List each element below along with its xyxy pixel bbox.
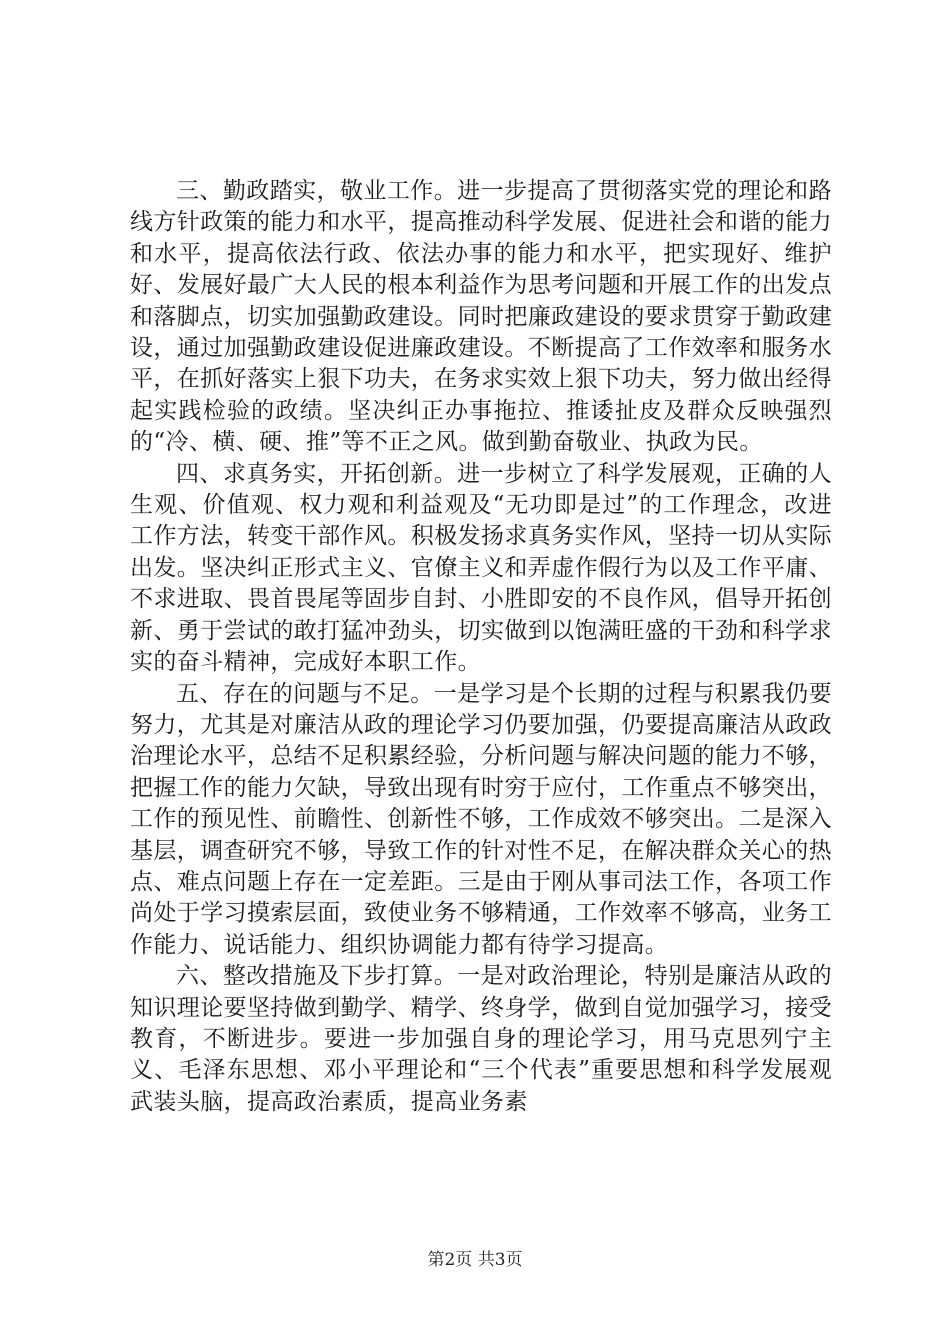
paragraph-innovation: 四、求真务实，开拓创新。进一步树立了科学发展观，正确的人生观、价值观、权力观和利益观及“无功即是过”的工作理念，改进工作方法，转变干部作风。积极发扬求真务实作风，坚持一切从实际出发。坚决纠正形式主义、官僚主义和弄虚作假行为以及工作平庸、不求进取、畏首畏尾等固步自封、小胜即安的不良作风，倡导开拓创新、勇于尝试的敢打猛冲劲头，切实做到以饱满旺盛的干劲和科学求实的奋斗精神，完成好本职工作。 bbox=[130, 460, 832, 676]
paragraph-problems: 五、存在的问题与不足。一是学习是个长期的过程与积累我仍要努力，尤其是对廉洁从政的理论学习仍要加强，仍要提高廉洁从政政治理论水平，总结不足积累经验，分析问题与解决问题的能力不够，把握工作的能力欠缺，导致出现有时穷于应付，工作重点不够突出，工作的预见性、前瞻性、创新性不够，工作成效不够突出。二是深入基层，调查研究不够，导致工作的针对性不足，在解决群众关心的热点、难点问题上存在一定差距。三是由于刚从事司法工作，各项工作尚处于学习摸索层面，致使业务不够精通，工作效率不够高，业务工作能力、说话能力、组织协调能力都有待学习提高。 bbox=[130, 680, 832, 958]
paragraph-rectification: 六、整改措施及下步打算。一是对政治理论，特别是廉洁从政的知识理论要坚持做到勤学、精学、终身学，做到自觉加强学习，接受教育，不断进步。要进一步加强自身的理论学习，用马克思列宁主义、毛泽东思想、邓小平理论和“三个代表”重要思想和科学发展观武装头脑，提高政治素质，提高业务素 bbox=[130, 963, 832, 1115]
page-number-footer: 第2页 共3页 bbox=[427, 1250, 523, 1270]
paragraph-diligent-work: 三、勤政踏实，敬业工作。进一步提高了贯彻落实党的理论和路线方针政策的能力和水平，提高推动科学发展、促进社会和谐的能力和水平，提高依法行政、依法办事的能力和水平，把实现好、维护好、发展好最广大人民的根本利益作为思考问题和开展工作的出发点和落脚点，切实加强勤政建设。同时把廉政建设的要求贯穿于勤政建设，通过加强勤政建设促进廉政建设。不断提高了工作效率和服务水平，在抓好落实上狠下功夫，在务求实效上狠下功夫，努力做出经得起实践检验的政绩。坚决纠正办事拖拉、推诿扯皮及群众反映强烈的“冷、横、硬、推”等不正之风。做到勤奋敬业、执政为民。 bbox=[130, 178, 832, 456]
document-body bbox=[130, 176, 832, 1118]
